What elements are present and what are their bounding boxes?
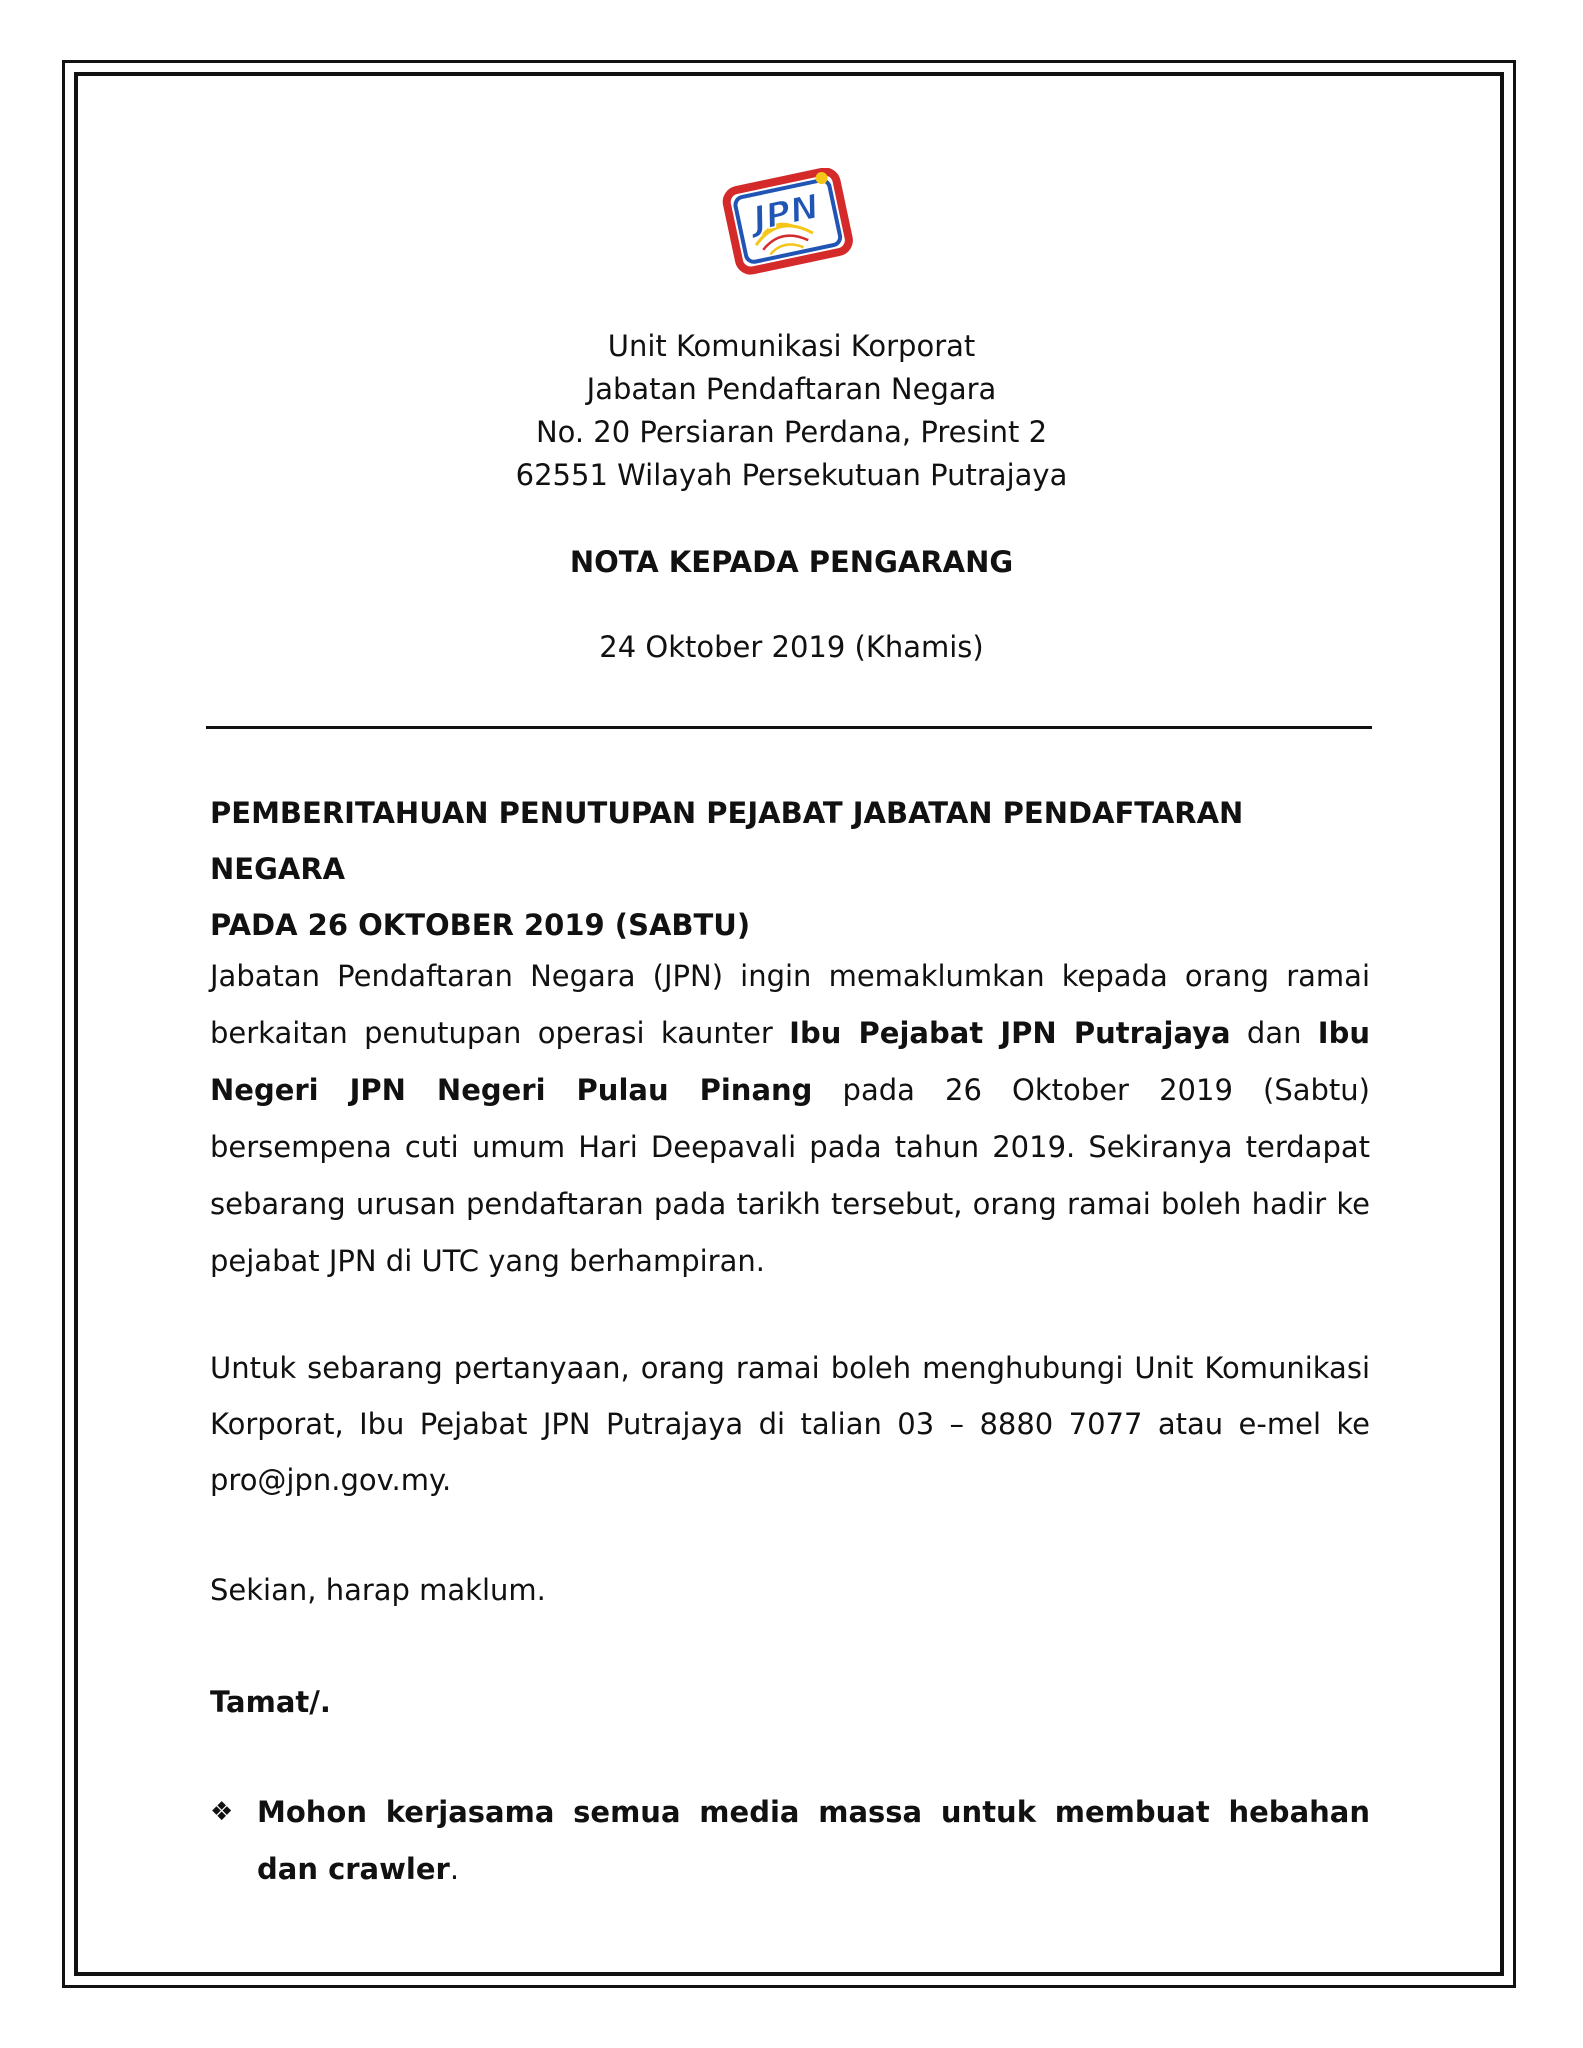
- media-note: [210, 1784, 1370, 1898]
- headline: [210, 785, 1370, 953]
- media-note-text: [257, 1784, 1370, 1898]
- para1-bold-hq: Ibu Pejabat JPN Putrajaya: [789, 1016, 1231, 1050]
- memo-date: 24 Oktober 2019 (Khamis): [599, 630, 984, 664]
- address-line-2: Jabatan Pendaftaran Negara: [586, 372, 997, 406]
- divider-rule: [206, 726, 1372, 729]
- diamond-bullet-icon: ❖: [210, 1797, 234, 1827]
- body-paragraph-2: Untuk sebarang pertanyaan, orang ramai boleh menghubungi Unit Komunikasi Korporat, Ibu Pejabat JPN Putrajaya di talian 03 – 8880 7077 atau e-mel ke pro@jpn.gov.my.: [210, 1351, 1370, 1497]
- para1-bold-penang: Ibu Negeri JPN Negeri Pulau Pinang: [210, 1016, 1370, 1107]
- headline-line-2: PADA 26 OKTOBER 2019 (SABTU): [210, 908, 751, 942]
- para1-text-3: pada 26 Oktober 2019 (Sabtu) bersempena cuti umum Hari Deepavali pada tahun 2019. Sekiranya terdapat sebarang urusan pendaftaran pada tarikh tersebut, orang ramai boleh hadir ke pejabat JPN di UTC yang berhampiran.: [210, 1073, 1370, 1278]
- headline-line-1: PEMBERITAHUAN PENUTUPAN PEJABAT JABATAN PENDAFTARAN NEGARA: [210, 796, 1244, 886]
- logo-text: JPN: [749, 186, 823, 240]
- end-mark: Tamat/.: [210, 1685, 331, 1719]
- address-line-3: No. 20 Persiaran Perdana, Presint 2: [535, 415, 1048, 449]
- jpn-logo: [718, 168, 858, 276]
- media-note-bold: Mohon kerjasama semua media massa untuk membuat hebahan dan crawler: [257, 1795, 1370, 1886]
- body-paragraph-1: [210, 948, 1370, 1290]
- para1-text-1: Jabatan Pendaftaran Negara (JPN) ingin memaklumkan kepada orang ramai berkaitan penutupan operasi kaunter: [210, 959, 1370, 1050]
- closing-line: Sekian, harap maklum.: [210, 1573, 546, 1607]
- address-line-4: 62551 Wilayah Persekutuan Putrajaya: [515, 458, 1068, 492]
- address-line-1: Unit Komunikasi Korporat: [607, 329, 976, 363]
- para1-text-2: dan: [1230, 1016, 1318, 1050]
- media-note-trailing: .: [449, 1852, 460, 1886]
- sender-address: [0, 325, 1583, 497]
- memo-title: NOTA KEPADA PENGARANG: [569, 545, 1014, 579]
